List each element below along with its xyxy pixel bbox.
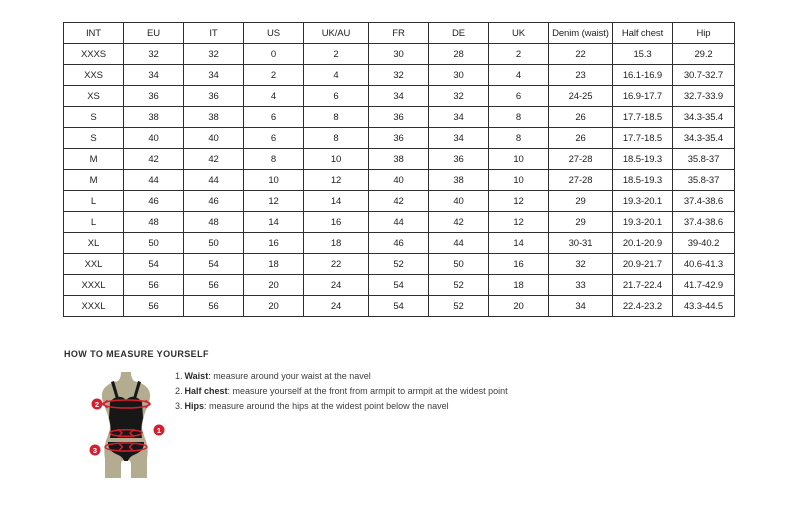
- table-cell: 20: [244, 296, 304, 317]
- table-cell: 2: [244, 65, 304, 86]
- table-cell: L: [64, 212, 124, 233]
- table-cell: 14: [489, 233, 549, 254]
- table-cell: 28: [429, 44, 489, 65]
- column-header: UK/AU: [304, 23, 369, 44]
- table-cell: XXXS: [64, 44, 124, 65]
- table-cell: 20: [244, 275, 304, 296]
- table-row: [64, 86, 735, 107]
- table-row: [64, 212, 735, 233]
- column-header: DE: [429, 23, 489, 44]
- table-cell: 44: [184, 170, 244, 191]
- table-cell: 44: [369, 212, 429, 233]
- table-cell: 6: [244, 128, 304, 149]
- table-cell: 38: [184, 107, 244, 128]
- table-cell: 50: [124, 233, 184, 254]
- table-cell: 18: [244, 254, 304, 275]
- table-cell: 12: [489, 191, 549, 212]
- svg-text:2: 2: [94, 399, 100, 409]
- table-cell: XXL: [64, 254, 124, 275]
- measurement-figure: [88, 370, 166, 482]
- table-cell: 32: [184, 44, 244, 65]
- table-cell: 52: [369, 254, 429, 275]
- table-cell: 23: [549, 65, 613, 86]
- table-cell: 34: [184, 65, 244, 86]
- table-cell: 38: [124, 107, 184, 128]
- table-cell: 36: [369, 128, 429, 149]
- table-row: [64, 296, 735, 317]
- table-cell: 46: [124, 191, 184, 212]
- table-cell: 21.7-22.4: [613, 275, 673, 296]
- table-cell: 38: [429, 170, 489, 191]
- table-cell: 46: [184, 191, 244, 212]
- table-row: [64, 254, 735, 275]
- table-cell: 29: [549, 212, 613, 233]
- table-cell: L: [64, 191, 124, 212]
- svg-text:1: 1: [156, 425, 162, 435]
- table-cell: 35.8-37: [673, 149, 735, 170]
- table-cell: M: [64, 170, 124, 191]
- table-cell: 19.3-20.1: [613, 212, 673, 233]
- mannequin-illustration: [88, 370, 166, 482]
- table-cell: 16: [304, 212, 369, 233]
- table-cell: 18: [304, 233, 369, 254]
- table-cell: 34: [124, 65, 184, 86]
- table-cell: 6: [489, 86, 549, 107]
- table-cell: 8: [244, 149, 304, 170]
- column-header: EU: [124, 23, 184, 44]
- table-row: [64, 65, 735, 86]
- measure-instructions: [175, 372, 508, 417]
- table-cell: 20.1-20.9: [613, 233, 673, 254]
- table-row: [64, 44, 735, 65]
- table-cell: 56: [124, 296, 184, 317]
- instruction-label: Hips: [184, 401, 205, 411]
- svg-text:3: 3: [92, 445, 98, 455]
- table-cell: 22.4-23.2: [613, 296, 673, 317]
- table-cell: 24: [304, 275, 369, 296]
- table-cell: XL: [64, 233, 124, 254]
- table-cell: 32: [429, 86, 489, 107]
- table-cell: 46: [369, 233, 429, 254]
- table-cell: 34: [429, 128, 489, 149]
- table-cell: 8: [489, 128, 549, 149]
- table-cell: XXXL: [64, 296, 124, 317]
- table-cell: 50: [184, 233, 244, 254]
- table-cell: 54: [124, 254, 184, 275]
- table-cell: 8: [304, 107, 369, 128]
- table-cell: 56: [184, 296, 244, 317]
- table-row: [64, 233, 735, 254]
- table-cell: 26: [549, 128, 613, 149]
- table-cell: 30: [369, 44, 429, 65]
- table-cell: 52: [429, 275, 489, 296]
- table-cell: 38: [369, 149, 429, 170]
- table-cell: 29: [549, 191, 613, 212]
- instruction-label: Waist: [184, 371, 209, 381]
- table-cell: 42: [124, 149, 184, 170]
- table-cell: 56: [124, 275, 184, 296]
- table-cell: 35.8-37: [673, 170, 735, 191]
- table-cell: 36: [369, 107, 429, 128]
- table-cell: 10: [489, 149, 549, 170]
- table-cell: S: [64, 128, 124, 149]
- table-cell: 56: [184, 275, 244, 296]
- table-row: [64, 275, 735, 296]
- table-cell: 40: [369, 170, 429, 191]
- table-cell: 30.7-32.7: [673, 65, 735, 86]
- table-cell: 18: [489, 275, 549, 296]
- table-cell: 17.7-18.5: [613, 128, 673, 149]
- table-cell: 27-28: [549, 149, 613, 170]
- table-cell: 34: [369, 86, 429, 107]
- table-row: [64, 191, 735, 212]
- table-cell: S: [64, 107, 124, 128]
- table-cell: 20.9-21.7: [613, 254, 673, 275]
- instruction-item: [175, 387, 508, 396]
- table-cell: 26: [549, 107, 613, 128]
- column-header: Hip: [673, 23, 735, 44]
- table-cell: 34: [429, 107, 489, 128]
- size-chart-table: [63, 22, 735, 317]
- instruction-number: 1.: [175, 371, 183, 381]
- table-cell: 42: [429, 212, 489, 233]
- table-cell: 6: [244, 107, 304, 128]
- table-header-row: [64, 23, 735, 44]
- table-cell: 0: [244, 44, 304, 65]
- table-cell: 34.3-35.4: [673, 107, 735, 128]
- instruction-text: : measure around your waist at the navel: [208, 371, 371, 381]
- table-cell: M: [64, 149, 124, 170]
- table-row: [64, 128, 735, 149]
- measure-section-heading: HOW TO MEASURE YOURSELF: [64, 349, 209, 359]
- table-cell: 6: [304, 86, 369, 107]
- column-header: IT: [184, 23, 244, 44]
- table-cell: 4: [244, 86, 304, 107]
- table-cell: 41.7-42.9: [673, 275, 735, 296]
- table-cell: 17.7-18.5: [613, 107, 673, 128]
- table-row: [64, 107, 735, 128]
- table-cell: 19.3-20.1: [613, 191, 673, 212]
- table-cell: 30: [429, 65, 489, 86]
- table-cell: 36: [184, 86, 244, 107]
- table-cell: 27-28: [549, 170, 613, 191]
- table-row: [64, 170, 735, 191]
- table-cell: 39-40.2: [673, 233, 735, 254]
- table-cell: 22: [549, 44, 613, 65]
- instruction-number: 3.: [175, 401, 183, 411]
- table-cell: 16.1-16.9: [613, 65, 673, 86]
- table-cell: 34: [549, 296, 613, 317]
- table-cell: 12: [244, 191, 304, 212]
- table-cell: 36: [429, 149, 489, 170]
- table-cell: 4: [489, 65, 549, 86]
- table-cell: 44: [429, 233, 489, 254]
- table-cell: 8: [304, 128, 369, 149]
- table-cell: 10: [489, 170, 549, 191]
- table-cell: 32: [549, 254, 613, 275]
- table-cell: 15.3: [613, 44, 673, 65]
- table-cell: 10: [304, 149, 369, 170]
- table-cell: 22: [304, 254, 369, 275]
- table-cell: 8: [489, 107, 549, 128]
- table-cell: 24: [304, 296, 369, 317]
- table-cell: 37.4-38.6: [673, 212, 735, 233]
- table-cell: 14: [304, 191, 369, 212]
- table-cell: 40: [429, 191, 489, 212]
- table-cell: 32: [124, 44, 184, 65]
- table-cell: XS: [64, 86, 124, 107]
- table-cell: 40.6-41.3: [673, 254, 735, 275]
- table-cell: XXS: [64, 65, 124, 86]
- swimsuit-top: [109, 397, 143, 438]
- table-cell: 2: [304, 44, 369, 65]
- table-cell: 24-25: [549, 86, 613, 107]
- table-cell: 33: [549, 275, 613, 296]
- column-header: US: [244, 23, 304, 44]
- table-cell: 14: [244, 212, 304, 233]
- table-cell: 42: [184, 149, 244, 170]
- column-header: Denim (waist): [549, 23, 613, 44]
- table-cell: 48: [124, 212, 184, 233]
- column-header: UK: [489, 23, 549, 44]
- table-cell: XXXL: [64, 275, 124, 296]
- table-cell: 42: [369, 191, 429, 212]
- table-row: [64, 149, 735, 170]
- instruction-item: [175, 402, 508, 411]
- table-cell: 44: [124, 170, 184, 191]
- table-cell: 40: [124, 128, 184, 149]
- instruction-label: Half chest: [184, 386, 228, 396]
- column-header: INT: [64, 23, 124, 44]
- table-cell: 29.2: [673, 44, 735, 65]
- table-cell: 4: [304, 65, 369, 86]
- table-cell: 10: [244, 170, 304, 191]
- table-cell: 48: [184, 212, 244, 233]
- measure-marker-chest: [92, 399, 103, 410]
- table-cell: 32: [369, 65, 429, 86]
- instruction-text: : measure around the hips at the widest point below the navel: [204, 401, 449, 411]
- table-cell: 54: [369, 296, 429, 317]
- instruction-text: : measure yourself at the front from armpit to armpit at the widest point: [227, 386, 508, 396]
- table-cell: 37.4-38.6: [673, 191, 735, 212]
- table-cell: 18.5-19.3: [613, 170, 673, 191]
- column-header: Half chest: [613, 23, 673, 44]
- table-cell: 34.3-35.4: [673, 128, 735, 149]
- table-cell: 54: [184, 254, 244, 275]
- table-cell: 54: [369, 275, 429, 296]
- table-cell: 12: [489, 212, 549, 233]
- table-cell: 16: [244, 233, 304, 254]
- size-table: [63, 22, 735, 317]
- table-cell: 12: [304, 170, 369, 191]
- table-cell: 16.9-17.7: [613, 86, 673, 107]
- measure-marker-hips: [90, 445, 101, 456]
- instruction-number: 2.: [175, 386, 183, 396]
- instruction-item: [175, 372, 508, 381]
- table-cell: 40: [184, 128, 244, 149]
- table-cell: 32.7-33.9: [673, 86, 735, 107]
- column-header: FR: [369, 23, 429, 44]
- table-cell: 36: [124, 86, 184, 107]
- measure-marker-waist: [154, 425, 165, 436]
- table-cell: 16: [489, 254, 549, 275]
- table-cell: 20: [489, 296, 549, 317]
- table-cell: 30-31: [549, 233, 613, 254]
- table-cell: 43.3-44.5: [673, 296, 735, 317]
- table-cell: 18.5-19.3: [613, 149, 673, 170]
- table-cell: 2: [489, 44, 549, 65]
- table-cell: 52: [429, 296, 489, 317]
- table-cell: 50: [429, 254, 489, 275]
